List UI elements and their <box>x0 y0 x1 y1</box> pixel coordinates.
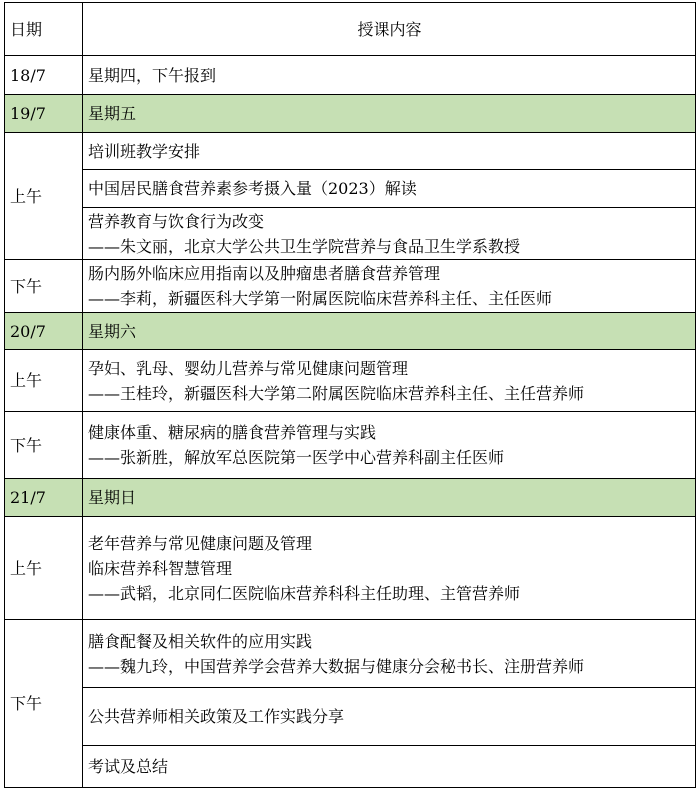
period-cell: 下午 <box>5 412 83 479</box>
lecture-title: 临床营养科智慧管理 <box>88 558 233 578</box>
lecturer: ——朱文丽，北京大学公共卫生学院营养与食品卫生学系教授 <box>88 236 521 256</box>
content-cell <box>83 517 696 620</box>
period-cell: 下午 <box>5 260 83 313</box>
content-cell: 星期四，下午报到 <box>83 56 696 95</box>
lecturer: ——魏九玲，中国营养学会营养大数据与健康分会秘书长、注册营养师 <box>88 656 585 676</box>
table-row <box>5 746 696 788</box>
period-cell: 下午 <box>5 620 83 788</box>
table-row <box>5 517 696 620</box>
lecture-title: 肠内肠外临床应用指南以及肿瘤患者膳食营养管理 <box>88 264 441 283</box>
date-cell: 18/7 <box>5 56 83 95</box>
table-row <box>5 208 696 260</box>
date-cell: 19/7 <box>5 95 83 133</box>
content-cell <box>83 260 696 313</box>
period-cell: 上午 <box>5 133 83 260</box>
lecturer: ——李莉，新疆医科大学第一附属医院临床营养科主任、主任医师 <box>88 289 553 308</box>
date-cell: 21/7 <box>5 479 83 517</box>
lecturer: ——张新胜，解放军总医院第一医学中心营养科副主任医师 <box>88 448 505 467</box>
content-cell <box>83 350 696 412</box>
day-cell: 星期日 <box>83 479 696 517</box>
content-cell: 考试及总结 <box>83 746 696 788</box>
period-cell: 上午 <box>5 350 83 412</box>
table-row <box>5 133 696 170</box>
content-cell <box>83 208 696 260</box>
lecture-title: 老年营养与常见健康问题及管理 <box>88 533 313 553</box>
table-row <box>5 56 696 95</box>
content-cell <box>83 412 696 479</box>
table-row <box>5 170 696 208</box>
day-cell: 星期六 <box>83 313 696 350</box>
lecture-title: 营养教育与饮食行为改变 <box>88 211 265 231</box>
lecture-title: 孕妇、乳母、婴幼儿营养与常见健康问题管理 <box>88 358 409 378</box>
header-row <box>5 3 696 56</box>
day-row <box>5 479 696 517</box>
lecture-title: 健康体重、糖尿病的膳食营养管理与实践 <box>88 423 377 442</box>
content-cell: 中国居民膳食营养素参考摄入量（2023）解读 <box>83 170 696 208</box>
lecturer: ——王桂玲，新疆医科大学第二附属医院临床营养科主任、主任营养师 <box>88 383 585 403</box>
day-row <box>5 95 696 133</box>
day-row <box>5 313 696 350</box>
table-row <box>5 412 696 479</box>
schedule-table <box>4 2 696 788</box>
content-cell: 培训班教学安排 <box>83 133 696 170</box>
table-row <box>5 350 696 412</box>
day-cell: 星期五 <box>83 95 696 133</box>
table-row <box>5 688 696 746</box>
date-cell: 20/7 <box>5 313 83 350</box>
table-row <box>5 260 696 313</box>
table-row <box>5 620 696 688</box>
lecturer: ——武韬，北京同仁医院临床营养科科主任助理、主管营养师 <box>88 583 521 603</box>
lecture-title: 膳食配餐及相关软件的应用实践 <box>88 631 313 651</box>
content-cell <box>83 620 696 688</box>
header-content: 授课内容 <box>83 3 696 56</box>
content-cell: 公共营养师相关政策及工作实践分享 <box>83 688 696 746</box>
header-date: 日期 <box>5 3 83 56</box>
period-cell: 上午 <box>5 517 83 620</box>
